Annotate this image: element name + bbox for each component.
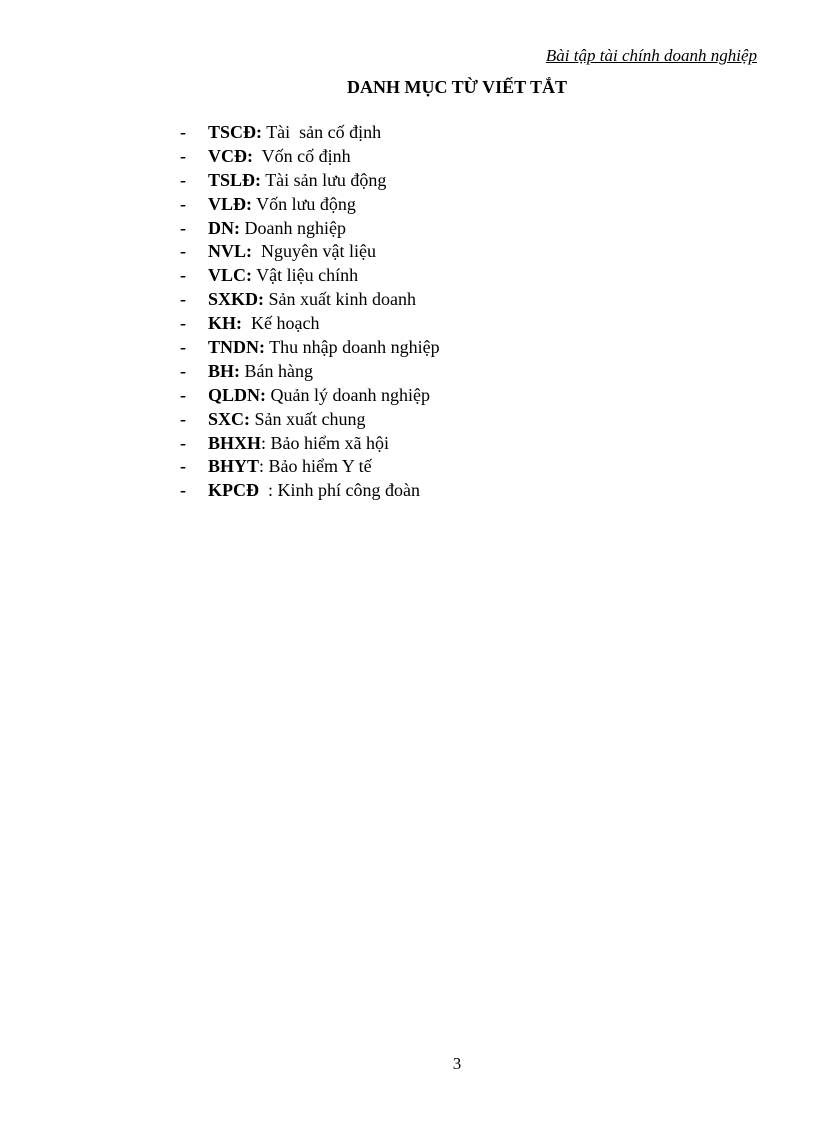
abbreviation-term: BHXH <box>208 432 262 453</box>
abbreviation-item <box>180 432 440 456</box>
abbreviation-item <box>180 360 440 384</box>
abbreviation-item <box>180 193 440 217</box>
bullet-dash: - <box>180 169 186 190</box>
abbreviation-separator: : <box>259 456 265 477</box>
abbreviation-definition: Doanh nghiệp <box>240 217 346 238</box>
abbreviation-term: BH: <box>208 360 241 381</box>
bullet-dash: - <box>180 289 186 310</box>
bullet-dash: - <box>180 384 186 405</box>
bullet-dash: - <box>180 313 186 334</box>
bullet-dash: - <box>180 265 186 286</box>
abbreviation-list <box>180 121 440 503</box>
abbreviation-definition: Sản xuất chung <box>250 408 366 429</box>
abbreviation-term: KH: <box>208 313 242 334</box>
abbreviation-term: KPCĐ <box>208 480 259 501</box>
abbreviation-item <box>180 384 440 408</box>
page-title: DANH MỤC TỪ VIẾT TẮT <box>346 77 568 97</box>
abbreviation-definition: : Kinh phí công đoàn <box>259 480 420 501</box>
abbreviation-item <box>180 408 440 432</box>
bullet-dash: - <box>180 217 186 238</box>
abbreviation-term: QLDN: <box>208 384 266 405</box>
abbreviation-term: TNDN: <box>208 337 265 358</box>
abbreviation-definition: Tài sản lưu động <box>261 169 387 190</box>
bullet-dash: - <box>180 337 186 358</box>
running-header: Bài tập tài chính doanh nghiệp <box>545 46 757 65</box>
abbreviation-term: BHYT <box>208 456 260 477</box>
bullet-dash: - <box>180 360 186 381</box>
abbreviation-item <box>180 169 440 193</box>
abbreviation-definition: Bảo hiểm xã hội <box>266 432 390 453</box>
abbreviation-item <box>180 479 440 503</box>
abbreviation-item <box>180 121 440 145</box>
abbreviation-separator: : <box>261 432 267 453</box>
abbreviation-item <box>180 145 440 169</box>
page-number: 3 <box>452 1054 462 1073</box>
bullet-dash: - <box>180 193 186 214</box>
bullet-dash: - <box>180 480 186 501</box>
abbreviation-term: VLĐ: <box>208 193 252 214</box>
abbreviation-item <box>180 264 440 288</box>
abbreviation-definition: Nguyên vật liệu <box>252 241 376 262</box>
bullet-dash: - <box>180 145 186 166</box>
abbreviation-term: DN: <box>208 217 240 238</box>
bullet-dash: - <box>180 122 186 142</box>
abbreviation-item <box>180 217 440 241</box>
abbreviation-definition: Vốn lưu động <box>252 193 356 214</box>
bullet-dash: - <box>180 432 186 453</box>
abbreviation-term: NVL: <box>208 241 252 262</box>
abbreviation-definition: Quản lý doanh nghiệp <box>266 384 430 405</box>
abbreviation-item <box>180 240 440 264</box>
abbreviation-item <box>180 455 440 479</box>
abbreviation-definition: Kế hoạch <box>242 313 320 334</box>
abbreviation-definition: Vật liệu chính <box>252 265 359 286</box>
abbreviation-term: SXC: <box>208 408 251 429</box>
abbreviation-definition: Bán hàng <box>240 360 313 381</box>
abbreviation-definition: Thu nhập doanh nghiệp <box>265 337 440 358</box>
abbreviation-term: VLC: <box>208 265 252 286</box>
bullet-dash: - <box>180 408 186 429</box>
abbreviation-term: VCĐ: <box>208 145 253 166</box>
abbreviation-term: TSCĐ: <box>208 122 263 142</box>
abbreviation-term: SXKD: <box>208 289 265 310</box>
abbreviation-term: TSLĐ: <box>208 169 262 190</box>
abbreviation-definition: Bảo hiểm Y tế <box>264 456 372 477</box>
bullet-dash: - <box>180 456 186 477</box>
abbreviation-definition: Vốn cố định <box>253 145 351 166</box>
abbreviation-definition: Tài sản cố định <box>262 122 382 142</box>
abbreviation-item <box>180 312 440 336</box>
bullet-dash: - <box>180 241 186 262</box>
abbreviation-item <box>180 336 440 360</box>
abbreviation-item <box>180 288 440 312</box>
abbreviation-definition: Sản xuất kinh doanh <box>264 289 416 310</box>
